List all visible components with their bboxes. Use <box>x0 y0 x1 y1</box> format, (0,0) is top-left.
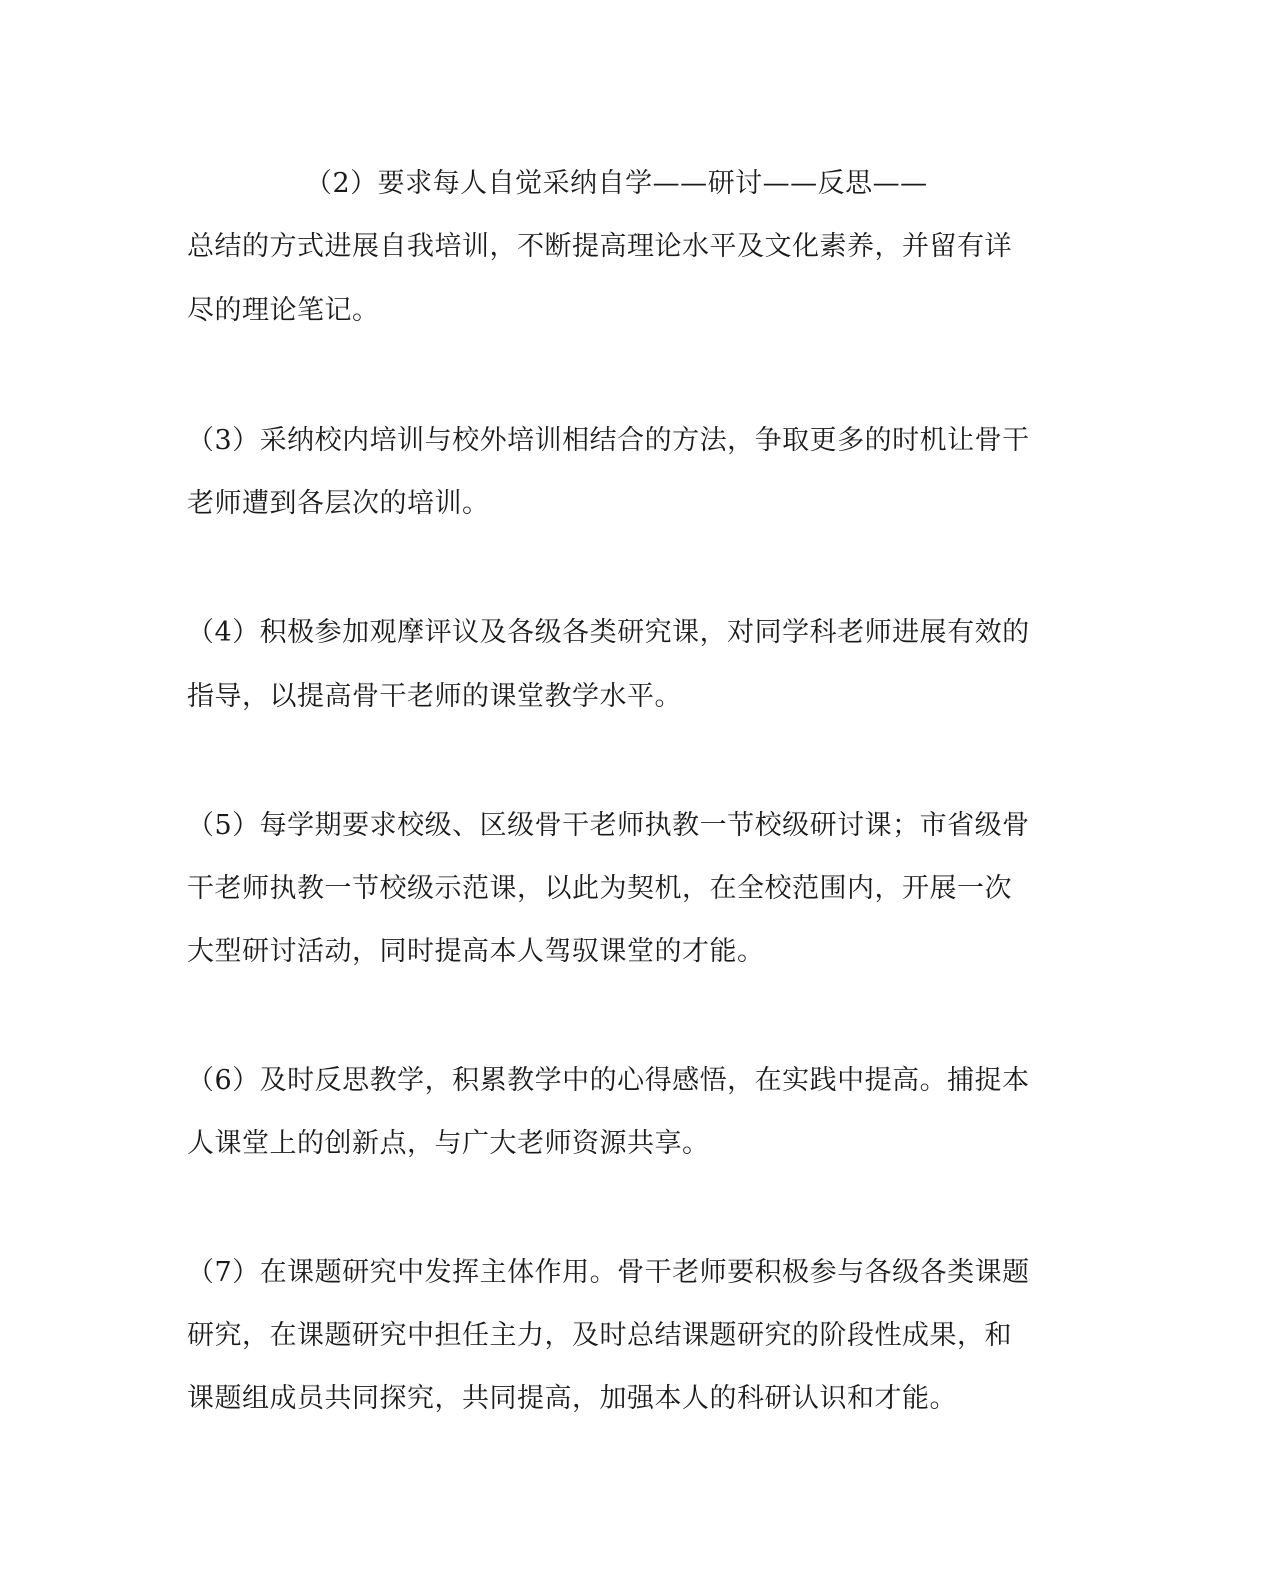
paragraph-5-line-2: 干老师执教一节校级示范课，以此为契机，在全校范围内，开展一次 <box>187 873 1012 904</box>
paragraph-4-line-2: 指导，以提高骨干老师的课堂教学水平。 <box>187 681 682 712</box>
paragraph-2-line-2: 总结的方式进展自我培训，不断提高理论水平及文化素养，并留有详 <box>187 231 1012 262</box>
paragraph-7-line-3: 课题组成员共同探究，共同提高，加强本人的科研认识和才能。 <box>187 1383 957 1414</box>
paragraph-6-line-2: 人课堂上的创新点，与广大老师资源共享。 <box>187 1128 710 1159</box>
paragraph-2-line-1: （2）要求每人自觉采纳自学——研讨——反思—— <box>305 168 928 199</box>
paragraph-3-line-2: 老师遭到各层次的培训。 <box>187 488 490 519</box>
paragraph-5-line-1: （5）每学期要求校级、区级骨干老师执教一节校级研讨课；市省级骨 <box>187 810 1030 841</box>
paragraph-4-line-1: （4）积极参加观摩评议及各级各类研究课，对同学科老师进展有效的 <box>187 617 1030 648</box>
paragraph-5-line-3: 大型研讨活动，同时提高本人驾驭课堂的才能。 <box>187 936 765 967</box>
paragraph-6-line-1: （6）及时反思教学，积累教学中的心得感悟，在实践中提高。捕捉本 <box>187 1065 1030 1096</box>
paragraph-7-line-2: 研究，在课题研究中担任主力，及时总结课题研究的阶段性成果，和 <box>187 1320 1012 1351</box>
paragraph-7-line-1: （7）在课题研究中发挥主体作用。骨干老师要积极参与各级各类课题 <box>187 1257 1030 1288</box>
paragraph-3-line-1: （3）采纳校内培训与校外培训相结合的方法，争取更多的时机让骨干 <box>187 425 1030 456</box>
paragraph-2-line-3: 尽的理论笔记。 <box>187 295 380 326</box>
